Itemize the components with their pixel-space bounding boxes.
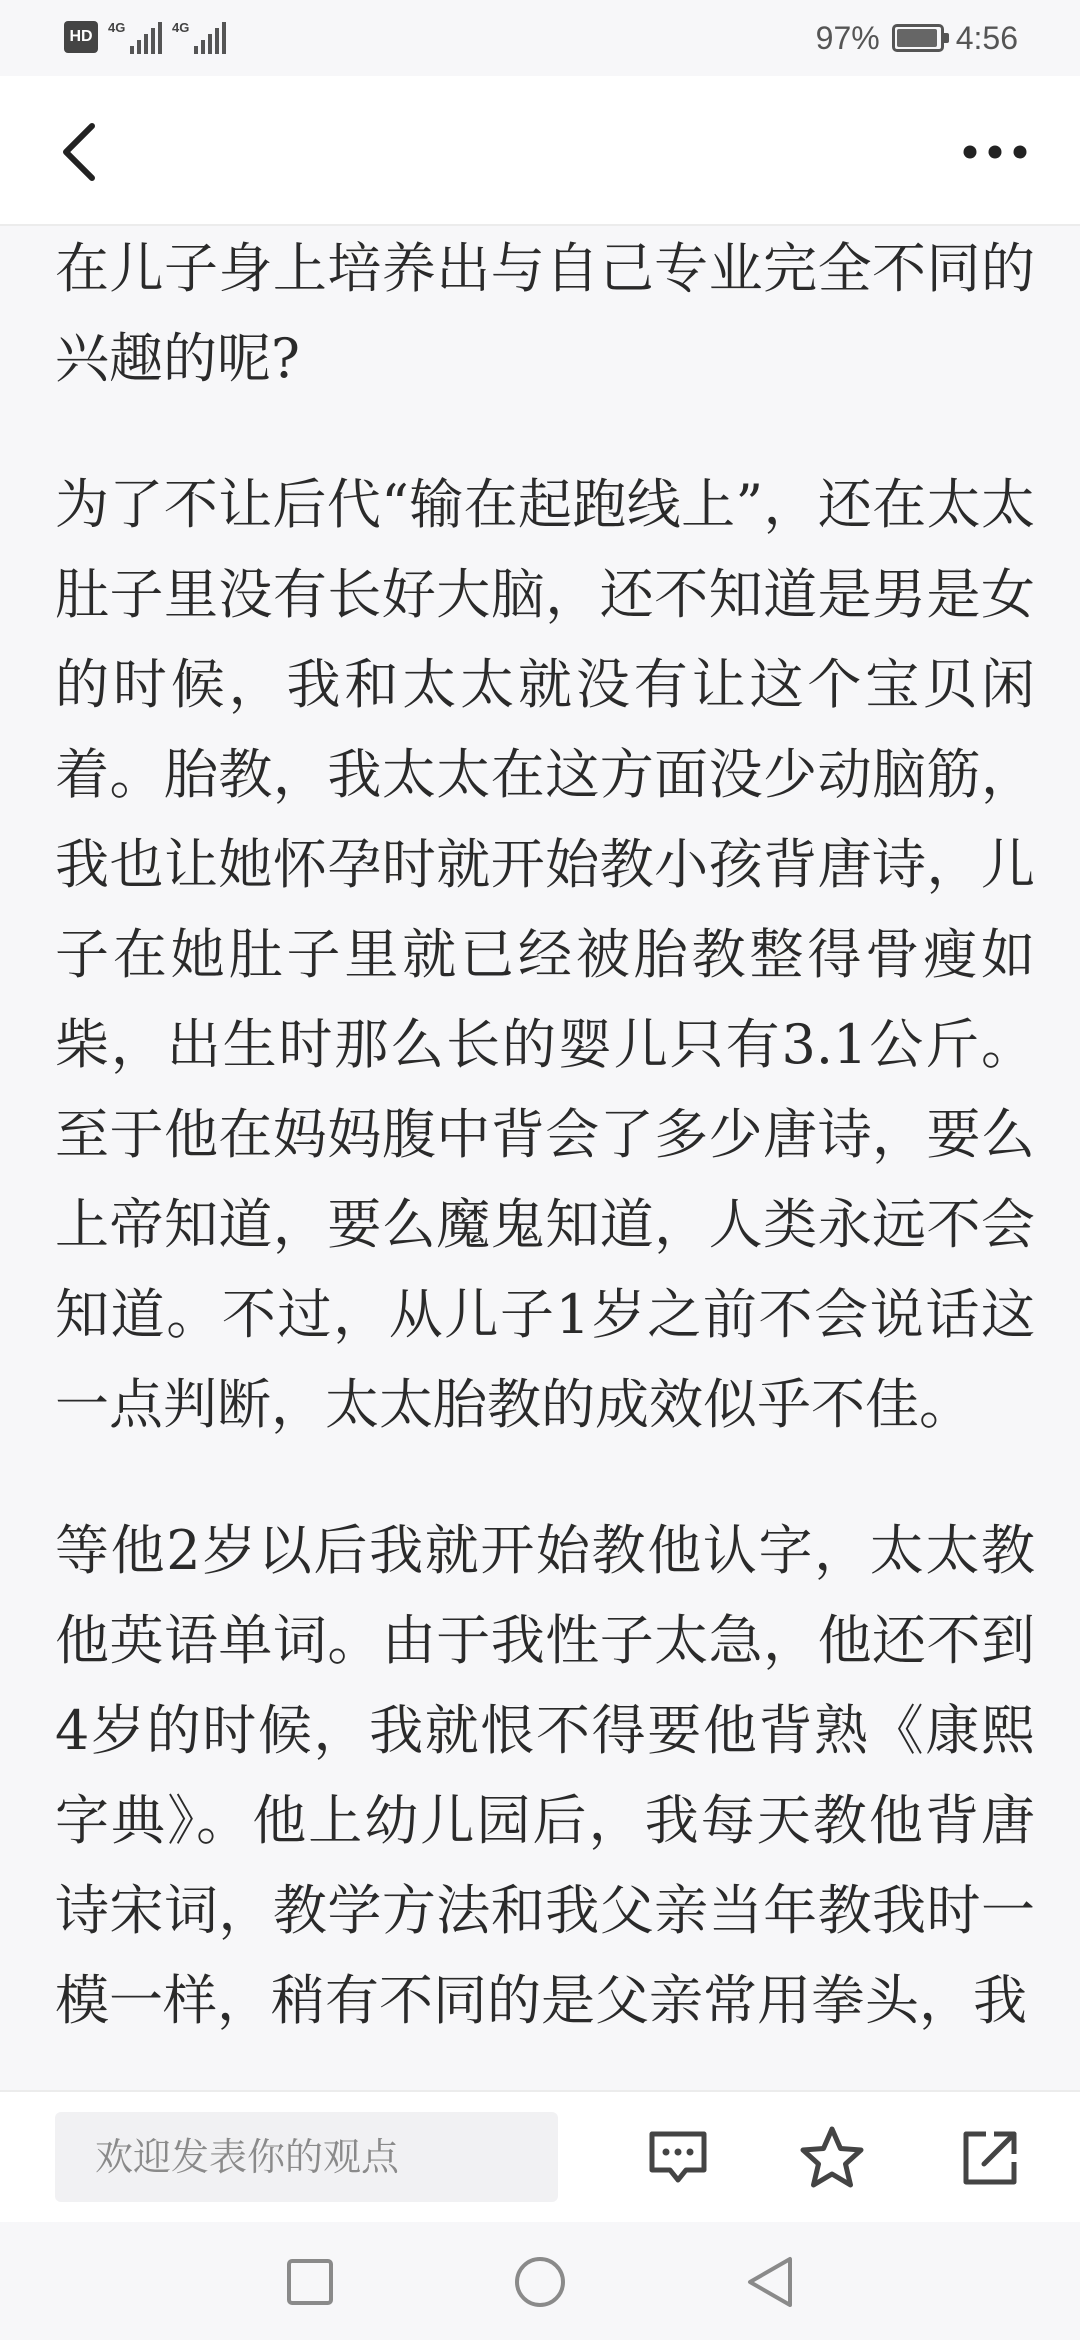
article-paragraph: 等他2岁以后我就开始教他认字，太太教他英语单词。由于我性子太急，他还不到4岁的时候，我就恨不得要他背熟《康熙字典》。他上幼儿园后，我每天教他背唐诗宋词，教学方法和我父亲当年教我时一模一样，稍有不同的是父亲常用拳头，我: [55, 1519, 1035, 2032]
network-type-label: 4G: [108, 20, 126, 35]
article-paragraph: 在儿子身上培养出与自己专业完全不同的兴趣的呢?: [55, 237, 1035, 390]
comments-button[interactable]: [638, 2118, 718, 2198]
triangle-back-icon: [744, 2254, 796, 2310]
home-button[interactable]: [508, 2250, 572, 2314]
battery-percent: 97%: [815, 19, 880, 56]
more-options-button[interactable]: [950, 112, 1040, 192]
comment-input[interactable]: [55, 2112, 558, 2202]
battery-fill: [897, 29, 938, 47]
system-nav-bar: [0, 2222, 1080, 2340]
battery-icon: [892, 24, 944, 52]
favorite-button[interactable]: [792, 2118, 872, 2198]
signal-icon-2: [172, 20, 226, 54]
circle-icon: [512, 2254, 568, 2310]
article-paragraph: 为了不让后代“输在起跑线上”，还在太太肚子里没有长好大脑，还不知道是男是女的时候，我和太太就没有让这个宝贝闲着。胎教，我太太在这方面没少动脑筋，我也让她怀孕时就开始教小孩背唐诗，儿子在她肚子里就已经被胎教整得骨瘦如柴，出生时那么长的婴儿只有3.1公斤。至于他在妈妈腹中背会了多少唐诗，要么上帝知道，要么魔鬼知道，人类永远不会知道。不过，从儿子1岁之前不会说话这一点判断，太太胎教的成效似乎不佳。: [55, 473, 1035, 1436]
back-button[interactable]: [40, 112, 120, 192]
top-nav-bar: [0, 76, 1080, 226]
square-icon: [285, 2257, 335, 2307]
comment-icon: [646, 2128, 710, 2188]
hd-badge: HD: [64, 21, 98, 53]
status-right: [816, 16, 1018, 60]
network-type-label-2: 4G: [172, 20, 190, 35]
share-button[interactable]: [950, 2118, 1030, 2198]
signal-icon: [108, 20, 162, 54]
chevron-left-icon: [58, 122, 102, 182]
clock-time: 4:56: [955, 19, 1018, 56]
article-content[interactable]: [0, 226, 1080, 2090]
more-horizontal-icon: [962, 144, 1028, 160]
status-bar: [0, 0, 1080, 76]
star-icon: [798, 2125, 866, 2191]
recent-apps-button[interactable]: [278, 2250, 342, 2314]
status-left: [64, 18, 226, 56]
article-text: [55, 226, 1035, 2090]
system-back-button[interactable]: [738, 2250, 802, 2314]
share-icon: [958, 2126, 1022, 2190]
comment-bar: [0, 2090, 1080, 2222]
